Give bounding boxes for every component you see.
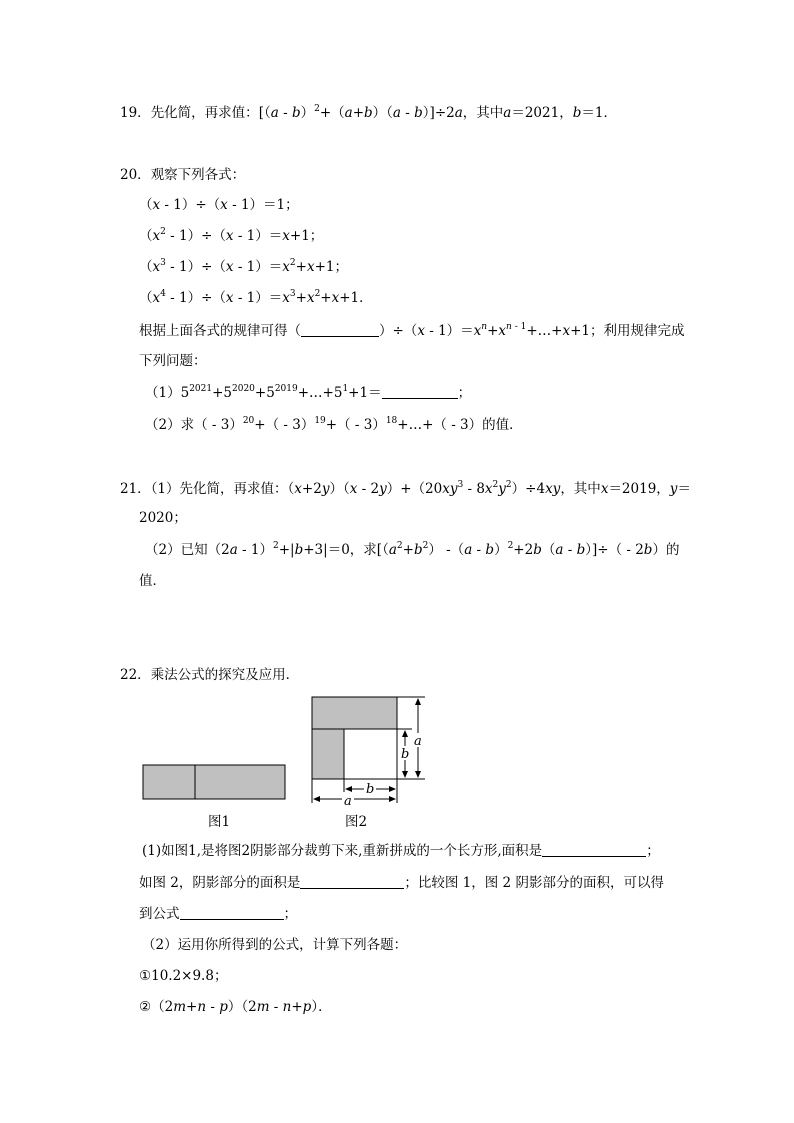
q20-eq4: $(x^4 - 1)\div(x - 1)=x^3+x^2+x+1$．	[139, 289, 373, 306]
q20-eq1: （x - 1）÷（x - 1）＝1；	[139, 197, 299, 213]
q20-title: 观察下列各式：	[150, 167, 246, 183]
q19-lead: 先化简，再求值：	[150, 105, 259, 121]
q22-area2-blank[interactable]	[300, 876, 404, 889]
fig2-label-a-right: a	[414, 734, 422, 749]
q21-part1-cont: 2020；	[139, 510, 187, 526]
q21-part1: 21．（1）先化简，再求值：$(x+2y)(x - 2y)+(20xy^3 - 8x^2y^2)\div 4xy$，其中x＝2019，y＝	[120, 480, 691, 497]
fig2-label-b-right: b	[401, 747, 410, 762]
q22-c2: ②（2m+n - p）（2m - n+p）．	[139, 999, 332, 1015]
q22-number: 22．	[120, 667, 151, 683]
q22-title: 乘法公式的探究及应用．	[150, 667, 300, 683]
q20-rule-cont: 下列问题：	[139, 353, 207, 369]
q19-line: 19．先化简，再求值：[（a - b）$^2$+（a+b）（a - b）]÷2a，其中a＝2021，b＝1．	[120, 104, 617, 121]
q22-s1b: 如图 2，阴影部分的面积是 ；比较图 1，图 2 阴影部分的面积，可以得	[139, 875, 664, 891]
q20-eq2: $(x^2 - 1)\div(x - 1)=x+1$；	[139, 227, 324, 244]
q22-s1a: (1)如图1,是将图2阴影部分裁剪下来,重新拼成的一个长方形,面积是 ；	[142, 843, 660, 859]
q22-formula-blank[interactable]	[180, 907, 284, 920]
fig2-label-a-bottom: a	[344, 794, 352, 809]
figure-2	[312, 697, 425, 809]
q20-number: 20．	[120, 167, 151, 183]
q21-part2-cont: 值．	[139, 573, 166, 589]
q20-rule: 根据上面各式的规律可得（ ）$\div(x - 1)=x^n+x^{n - 1}+\dots+x+1$；利用规律完成	[139, 322, 685, 339]
q21-part2: （2）已知（2a - 1）$^2$+|b+3|＝0，求[$(a^2+b^2)$ -（a - b）$^2$+2b（a - b）]÷（ - 2b）的	[145, 541, 680, 558]
q20-part2: （2）求（ - 3）$^{20}$+（ - 3）$^{19}$+（ - 3）$^{18}$+…+（ - 3）的值．	[145, 416, 523, 433]
q19-number: 19．	[120, 105, 151, 121]
q22-s2: （2）运用你所得到的公式，计算下列各题：	[142, 937, 408, 953]
fig1-caption: 图1	[208, 814, 231, 830]
q21-number: 21．	[120, 481, 151, 497]
q22-s1d: 到公式 ；	[139, 906, 297, 922]
fig2-caption: 图2	[345, 814, 368, 830]
q20-eq3: $(x^3 - 1)\div(x - 1)=x^2+x+1$；	[139, 258, 348, 275]
fig2-label-b-bottom: b	[366, 782, 375, 797]
figure-1	[143, 765, 285, 799]
q22-area1-blank[interactable]	[542, 844, 646, 857]
q20-part1: $(1)5^{2021}+5^{2020}+5^{2019}+\dots+5^1+1=$ ；	[145, 384, 472, 401]
q22-c1: ①10.2×9.8；	[139, 968, 228, 984]
